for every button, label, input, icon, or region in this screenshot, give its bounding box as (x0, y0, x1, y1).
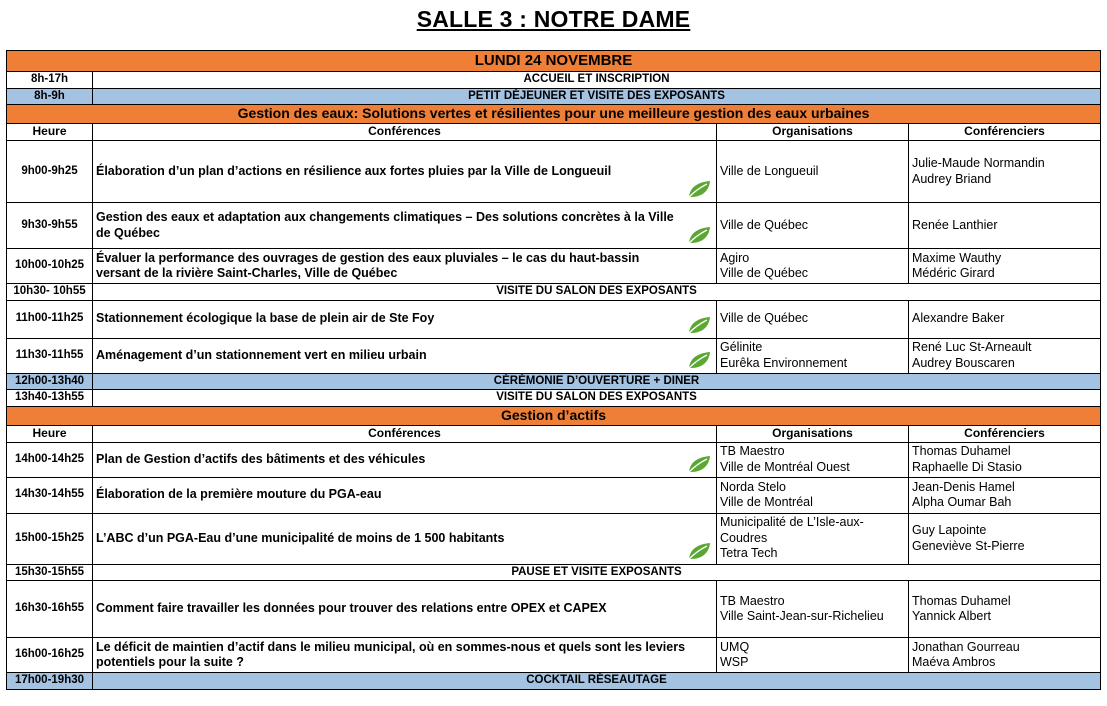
break-label: COCKTAIL RÉSEAUTAGE (93, 673, 1101, 690)
time-cell: 15h30-15h55 (7, 564, 93, 581)
green-leaf-icon (686, 315, 712, 335)
section-title: Gestion d’actifs (7, 406, 1101, 425)
organisation-name: TB Maestro (720, 593, 785, 608)
time-cell: 14h00-14h25 (7, 442, 93, 477)
session-row (7, 513, 1101, 564)
time-cell: 10h30- 10h55 (7, 284, 93, 301)
organisations-cell (717, 581, 909, 638)
speakers-cell (909, 442, 1101, 477)
session-row (7, 300, 1101, 338)
organisation-name: Municipalité de L’Isle-aux-Coudres (720, 515, 864, 545)
organisations-cell (717, 141, 909, 203)
session-row (7, 477, 1101, 513)
organisations-cell (717, 513, 909, 564)
time-cell: 14h30-14h55 (7, 477, 93, 513)
session-row (7, 203, 1101, 249)
header-conferences: Conférences (93, 425, 717, 442)
conference-cell (93, 581, 717, 638)
speaker-name: Audrey Bouscaren (912, 355, 1015, 370)
break-label: VISITE DU SALON DES EXPOSANTS (93, 390, 1101, 407)
organisations-cell (717, 249, 909, 284)
speaker-name: Jonathan Gourreau (912, 639, 1020, 654)
header-time: Heure (7, 425, 93, 442)
day-label: LUNDI 24 NOVEMBRE (7, 51, 1101, 72)
speaker-name: Guy Lapointe (912, 523, 987, 537)
organisation-name: Ville de Longueuil (720, 163, 819, 178)
break-row (7, 88, 1101, 105)
organisation-name: Ville de Québec (720, 311, 809, 326)
time-cell: 8h-9h (7, 88, 93, 105)
session-row (7, 581, 1101, 638)
conference-title: Gestion des eaux et adaptation aux changements climatiques – Des solutions concrètes à la Ville de Québec (96, 210, 674, 240)
green-leaf-icon (686, 179, 712, 199)
session-row (7, 442, 1101, 477)
speaker-name: René Luc St-Arneault (912, 340, 1032, 354)
break-row (7, 72, 1101, 89)
break-row (7, 673, 1101, 690)
speaker-name: Maéva Ambros (912, 655, 996, 669)
time-cell: 9h30-9h55 (7, 203, 93, 249)
organisations-cell (717, 338, 909, 373)
time-cell: 8h-17h (7, 72, 93, 89)
conference-cell (93, 203, 717, 249)
break-row (7, 373, 1101, 390)
organisation-name: TB Maestro (720, 444, 785, 458)
speaker-name: Alexandre Baker (912, 311, 1005, 326)
time-cell: 11h00-11h25 (7, 300, 93, 338)
break-row (7, 564, 1101, 581)
speaker-name: Raphaelle Di Stasio (912, 459, 1022, 474)
organisation-name: Ville de Montréal Ouest (720, 459, 850, 474)
section-title: Gestion des eaux: Solutions vertes et résilientes pour une meilleure gestion des eaux urbaines (7, 105, 1101, 124)
day-header-row (7, 51, 1101, 72)
conference-cell (93, 513, 717, 564)
green-leaf-icon (686, 225, 712, 245)
speakers-cell (909, 338, 1101, 373)
organisation-name: Ville de Montréal (720, 495, 813, 509)
speaker-name: Alpha Oumar Bah (912, 495, 1012, 509)
conference-cell (93, 477, 717, 513)
break-label: CÉRÉMONIE D’OUVERTURE + DINER (93, 373, 1101, 390)
time-cell: 16h00-16h25 (7, 638, 93, 673)
session-row (7, 141, 1101, 203)
break-row (7, 284, 1101, 301)
speaker-name: Médéric Girard (912, 266, 995, 280)
header-organisations: Organisations (717, 425, 909, 442)
organisation-name: Ville Saint-Jean-sur-Richelieu (720, 609, 884, 623)
green-leaf-icon (686, 350, 712, 370)
conference-title: Plan de Gestion d’actifs des bâtiments et des véhicules (96, 451, 426, 466)
conference-cell (93, 442, 717, 477)
header-organisations: Organisations (717, 124, 909, 141)
organisation-name: Agiro (720, 250, 750, 265)
conference-title: Le déficit de maintien d’actif dans le milieu municipal, où en sommes-nous et quels sont les leviers potentiels pour la suite ? (96, 639, 686, 669)
break-row (7, 390, 1101, 407)
session-row (7, 338, 1101, 373)
organisations-cell (717, 638, 909, 673)
break-label: PETIT DÉJEUNER ET VISITE DES EXPOSANTS (93, 88, 1101, 105)
conference-title: Comment faire travailler les données pour trouver des relations entre OPEX et CAPEX (96, 601, 607, 616)
break-label: VISITE DU SALON DES EXPOSANTS (93, 284, 1101, 301)
speakers-cell (909, 581, 1101, 638)
page-title: SALLE 3 : NOTRE DAME (416, 6, 691, 32)
speaker-name: Geneviève St-Pierre (912, 538, 1025, 553)
conference-cell (93, 300, 717, 338)
speakers-cell (909, 477, 1101, 513)
speaker-name: Yannick Albert (912, 609, 991, 623)
conference-cell (93, 249, 717, 284)
conference-cell (93, 141, 717, 203)
section-header-row (7, 105, 1101, 124)
speakers-cell (909, 638, 1101, 673)
header-conferences: Conférences (93, 124, 717, 141)
break-label: PAUSE ET VISITE EXPOSANTS (93, 564, 1101, 581)
green-leaf-icon (686, 454, 712, 474)
organisation-name: Gélinite (720, 340, 763, 354)
time-cell: 17h00-19h30 (7, 673, 93, 690)
column-header-row (7, 425, 1101, 442)
time-cell: 15h00-15h25 (7, 513, 93, 564)
conference-title: Évaluer la performance des ouvrages de gestion des eaux pluviales – le cas du haut-bassin versant de la rivière Saint-Charles, Ville de Québec (96, 250, 640, 280)
speaker-name: Julie-Maude Normandin (912, 156, 1045, 170)
conference-title: Élaboration d’un plan d’actions en résilience aux fortes pluies par la Ville de Longueuil (96, 163, 612, 178)
speaker-name: Maxime Wauthy (912, 250, 1002, 265)
session-row (7, 638, 1101, 673)
speakers-cell (909, 300, 1101, 338)
time-cell: 11h30-11h55 (7, 338, 93, 373)
header-speakers: Conférenciers (909, 124, 1101, 141)
header-time: Heure (7, 124, 93, 141)
organisations-cell (717, 477, 909, 513)
header-speakers: Conférenciers (909, 425, 1101, 442)
section-header-row (7, 406, 1101, 425)
organisations-cell (717, 203, 909, 249)
speaker-name: Renée Lanthier (912, 217, 998, 232)
conference-cell (93, 338, 717, 373)
speakers-cell (909, 203, 1101, 249)
session-row (7, 249, 1101, 284)
organisation-name: Ville de Québec (720, 217, 809, 232)
speakers-cell (909, 141, 1101, 203)
green-leaf-icon (686, 541, 712, 561)
time-cell: 12h00-13h40 (7, 373, 93, 390)
conference-title: Élaboration de la première mouture du PGA-eau (96, 487, 382, 502)
speaker-name: Thomas Duhamel (912, 593, 1011, 608)
organisation-name: Eurêka Environnement (720, 355, 848, 370)
organisation-name: Ville de Québec (720, 266, 809, 280)
organisation-name: WSP (720, 655, 749, 669)
organisation-name: Tetra Tech (720, 546, 778, 561)
column-header-row (7, 124, 1101, 141)
speakers-cell (909, 249, 1101, 284)
speaker-name: Audrey Briand (912, 171, 992, 186)
time-cell: 16h30-16h55 (7, 581, 93, 638)
speaker-name: Jean-Denis Hamel (912, 479, 1015, 494)
break-label: ACCUEIL ET INSCRIPTION (93, 72, 1101, 89)
organisation-name: Norda Stelo (720, 479, 787, 494)
organisations-cell (717, 442, 909, 477)
time-cell: 13h40-13h55 (7, 390, 93, 407)
organisations-cell (717, 300, 909, 338)
conference-title: L’ABC d’un PGA-Eau d’une municipalité de moins de 1 500 habitants (96, 530, 505, 545)
conference-cell (93, 638, 717, 673)
time-cell: 9h00-9h25 (7, 141, 93, 203)
time-cell: 10h00-10h25 (7, 249, 93, 284)
speaker-name: Thomas Duhamel (912, 444, 1011, 458)
organisation-name: UMQ (720, 639, 750, 654)
conference-title: Stationnement écologique la base de plein air de Ste Foy (96, 311, 435, 326)
schedule-table (6, 50, 1101, 690)
speakers-cell (909, 513, 1101, 564)
conference-title: Aménagement d’un stationnement vert en milieu urbain (96, 347, 427, 362)
